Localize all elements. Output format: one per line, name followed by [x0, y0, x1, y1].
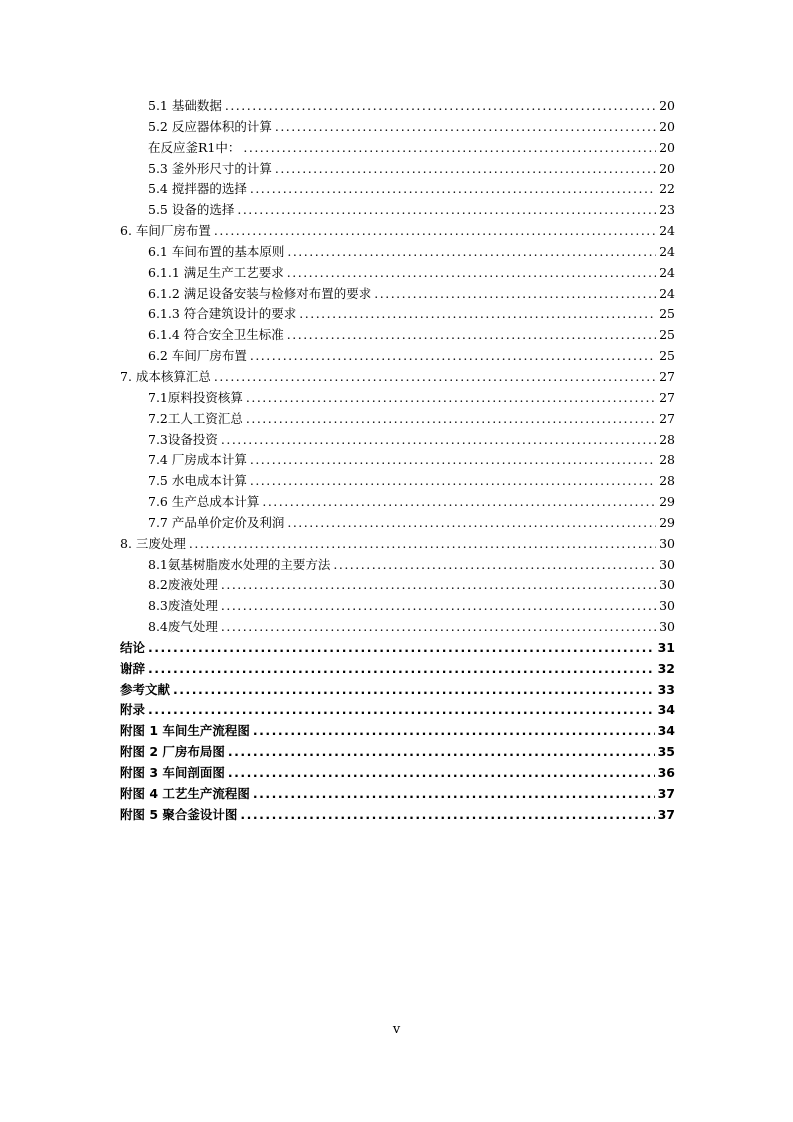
toc-entry-page: 25 [659, 348, 675, 364]
toc-entry[interactable] [120, 284, 675, 305]
toc-entry-title: 5.1 基础数据 [148, 98, 222, 113]
toc-entry-page: 25 [659, 306, 675, 322]
toc-entry[interactable] [120, 304, 675, 325]
toc-entry-title: 附图 1 车间生产流程图 [120, 723, 250, 739]
toc-entry-page: 20 [659, 139, 675, 155]
toc-dot-leader [225, 96, 656, 117]
toc-entry-title: 8.2废液处理 [148, 577, 218, 593]
toc-dot-leader [250, 450, 656, 471]
toc-entry[interactable] [120, 117, 675, 138]
toc-entry-title: 附图 3 车间剖面图 [120, 765, 225, 780]
toc-dot-leader [374, 284, 656, 305]
toc-dot-leader [250, 346, 656, 367]
toc-entry-page: 33 [657, 681, 675, 697]
toc-entry-title: 7.3设备投资 [148, 431, 218, 447]
toc-entry-title: 附图 2 厂房布局图 [120, 744, 225, 760]
toc-entry[interactable] [120, 784, 675, 805]
toc-entry-page: 27 [659, 368, 675, 384]
toc-entry[interactable] [120, 555, 675, 576]
toc-dot-leader [228, 763, 655, 784]
toc-entry-page: 28 [659, 473, 675, 489]
toc-entry-title: 7. 成本核算汇总 [120, 368, 211, 384]
toc-entry-title: 结论 [120, 639, 146, 655]
toc-entry[interactable] [120, 534, 675, 555]
toc-entry[interactable] [120, 680, 675, 701]
toc-entry[interactable] [120, 638, 675, 659]
toc-entry-title: 6.1.2 满足设备安装与检修对布置的要求 [148, 285, 372, 301]
toc-entry-title: 7.7 产品单价定价及利润 [148, 514, 285, 530]
toc-dot-leader [299, 304, 656, 325]
toc-entry-title: 8. 三废处理 [120, 535, 186, 551]
toc-dot-leader [221, 596, 656, 617]
toc-dot-leader [237, 200, 656, 221]
toc-entry-page: 27 [659, 389, 675, 405]
toc-dot-leader [287, 325, 656, 346]
toc-entry[interactable] [120, 450, 675, 471]
toc-entry[interactable] [120, 742, 675, 763]
toc-entry[interactable] [120, 325, 675, 346]
toc-entry-title: 6.1.1 满足生产工艺要求 [148, 264, 284, 280]
toc-dot-leader [221, 617, 656, 638]
toc-entry-title: 在反应釜R1中： [148, 139, 241, 155]
toc-dot-leader [221, 430, 656, 451]
toc-entry-title: 7.5 水电成本计算 [148, 473, 247, 489]
page-number: v [392, 1022, 401, 1037]
toc-entry[interactable] [120, 367, 675, 388]
toc-dot-leader [214, 221, 656, 242]
toc-entry-page: 29 [659, 494, 675, 510]
toc-entry-title: 6.1.4 符合安全卫生标准 [148, 327, 284, 343]
toc-dot-leader [148, 638, 655, 659]
toc-entry-title: 6. 车间厂房布置 [120, 223, 211, 239]
toc-entry[interactable] [120, 513, 675, 534]
toc-entry-title: 5.5 设备的选择 [148, 202, 235, 218]
toc-entry-title: 6.2 车间厂房布置 [148, 348, 247, 364]
toc-entry[interactable] [120, 471, 675, 492]
toc-entry-page: 34 [657, 723, 675, 739]
toc-entry-title: 7.1原料投资核算 [148, 389, 243, 405]
toc-entry-page: 30 [659, 535, 675, 551]
toc-dot-leader [250, 471, 656, 492]
toc-dot-leader [173, 680, 655, 701]
toc-entry[interactable] [120, 763, 675, 784]
toc-entry-page: 24 [659, 285, 675, 301]
toc-entry-page: 24 [659, 264, 675, 280]
toc-entry[interactable] [120, 388, 675, 409]
toc-dot-leader [246, 409, 656, 430]
toc-entry-page: 30 [659, 556, 675, 572]
toc-entry-page: 30 [659, 598, 675, 614]
toc-entry[interactable] [120, 179, 675, 200]
toc-entry[interactable] [120, 409, 675, 430]
toc-dot-leader [253, 721, 655, 742]
toc-dot-leader [148, 659, 655, 680]
toc-entry-page: 24 [659, 243, 675, 259]
toc-entry[interactable] [120, 805, 675, 826]
toc-entry-title: 6.1 车间布置的基本原则 [148, 243, 285, 259]
toc-entry-page: 36 [657, 765, 675, 780]
toc-entry-page: 24 [659, 223, 675, 239]
table-of-contents [120, 96, 675, 826]
toc-entry-title: 参考文献 [120, 681, 171, 697]
toc-entry-page: 28 [659, 431, 675, 447]
toc-entry-page: 20 [659, 98, 675, 113]
toc-entry-title: 7.2工人工资汇总 [148, 410, 243, 426]
toc-entry-title: 5.2 反应器体积的计算 [148, 118, 272, 134]
toc-entry[interactable] [120, 159, 675, 180]
toc-entry-page: 20 [659, 160, 675, 176]
toc-entry-title: 8.4废气处理 [148, 619, 218, 635]
toc-entry-title: 附图 4 工艺生产流程图 [120, 785, 250, 801]
toc-dot-leader [148, 700, 655, 721]
toc-entry[interactable] [120, 346, 675, 367]
toc-entry-page: 27 [659, 410, 675, 426]
toc-entry[interactable] [120, 138, 675, 159]
toc-entry-page: 37 [657, 785, 675, 801]
toc-entry-title: 8.1氨基树脂废水处理的主要方法 [148, 556, 331, 572]
toc-dot-leader [287, 242, 656, 263]
toc-entry-page: 31 [657, 639, 675, 655]
toc-entry[interactable] [120, 700, 675, 721]
toc-dot-leader [275, 159, 656, 180]
toc-entry-title: 5.4 搅拌器的选择 [148, 181, 247, 197]
toc-entry-page: 22 [659, 181, 675, 197]
toc-dot-leader [214, 367, 656, 388]
toc-entry-title: 附图 5 聚合釜设计图 [120, 806, 238, 822]
toc-entry-title: 7.6 生产总成本计算 [148, 494, 260, 510]
toc-entry-page: 23 [659, 202, 675, 218]
toc-entry[interactable] [120, 617, 675, 638]
toc-entry-title: 5.3 釜外形尺寸的计算 [148, 160, 272, 176]
toc-entry[interactable] [120, 721, 675, 742]
toc-entry[interactable] [120, 430, 675, 451]
toc-entry-page: 30 [659, 619, 675, 635]
toc-dot-leader [189, 534, 656, 555]
toc-dot-leader [287, 513, 656, 534]
toc-dot-leader [275, 117, 656, 138]
toc-entry-page: 35 [657, 744, 675, 760]
toc-entry[interactable] [120, 492, 675, 513]
toc-entry[interactable] [120, 659, 675, 680]
toc-entry-page: 20 [659, 118, 675, 134]
toc-entry-title: 8.3废渣处理 [148, 598, 218, 614]
toc-dot-leader [228, 742, 655, 763]
toc-dot-leader [253, 784, 655, 805]
toc-entry-title: 附录 [120, 702, 146, 718]
toc-dot-leader [250, 179, 656, 200]
toc-entry[interactable] [120, 200, 675, 221]
toc-entry-page: 28 [659, 452, 675, 468]
toc-dot-leader [333, 555, 656, 576]
toc-dot-leader [262, 492, 656, 513]
toc-entry[interactable] [120, 263, 675, 284]
toc-entry-title: 7.4 厂房成本计算 [148, 452, 247, 468]
toc-dot-leader [243, 138, 656, 159]
toc-entry-page: 25 [659, 327, 675, 343]
toc-entry-title: 6.1.3 符合建筑设计的要求 [148, 306, 297, 322]
toc-entry-title: 谢辞 [120, 660, 146, 676]
toc-entry[interactable] [120, 221, 675, 242]
toc-entry-page: 34 [657, 702, 675, 718]
toc-entry-page: 29 [659, 514, 675, 530]
toc-dot-leader [240, 805, 654, 826]
toc-entry[interactable] [120, 596, 675, 617]
toc-entry[interactable] [120, 96, 675, 117]
toc-entry-page: 37 [657, 806, 675, 822]
toc-entry[interactable] [120, 242, 675, 263]
toc-entry-page: 32 [657, 660, 675, 676]
toc-dot-leader [246, 388, 656, 409]
toc-entry[interactable] [120, 575, 675, 596]
toc-dot-leader [221, 575, 656, 596]
toc-entry-page: 30 [659, 577, 675, 593]
toc-dot-leader [287, 263, 656, 284]
